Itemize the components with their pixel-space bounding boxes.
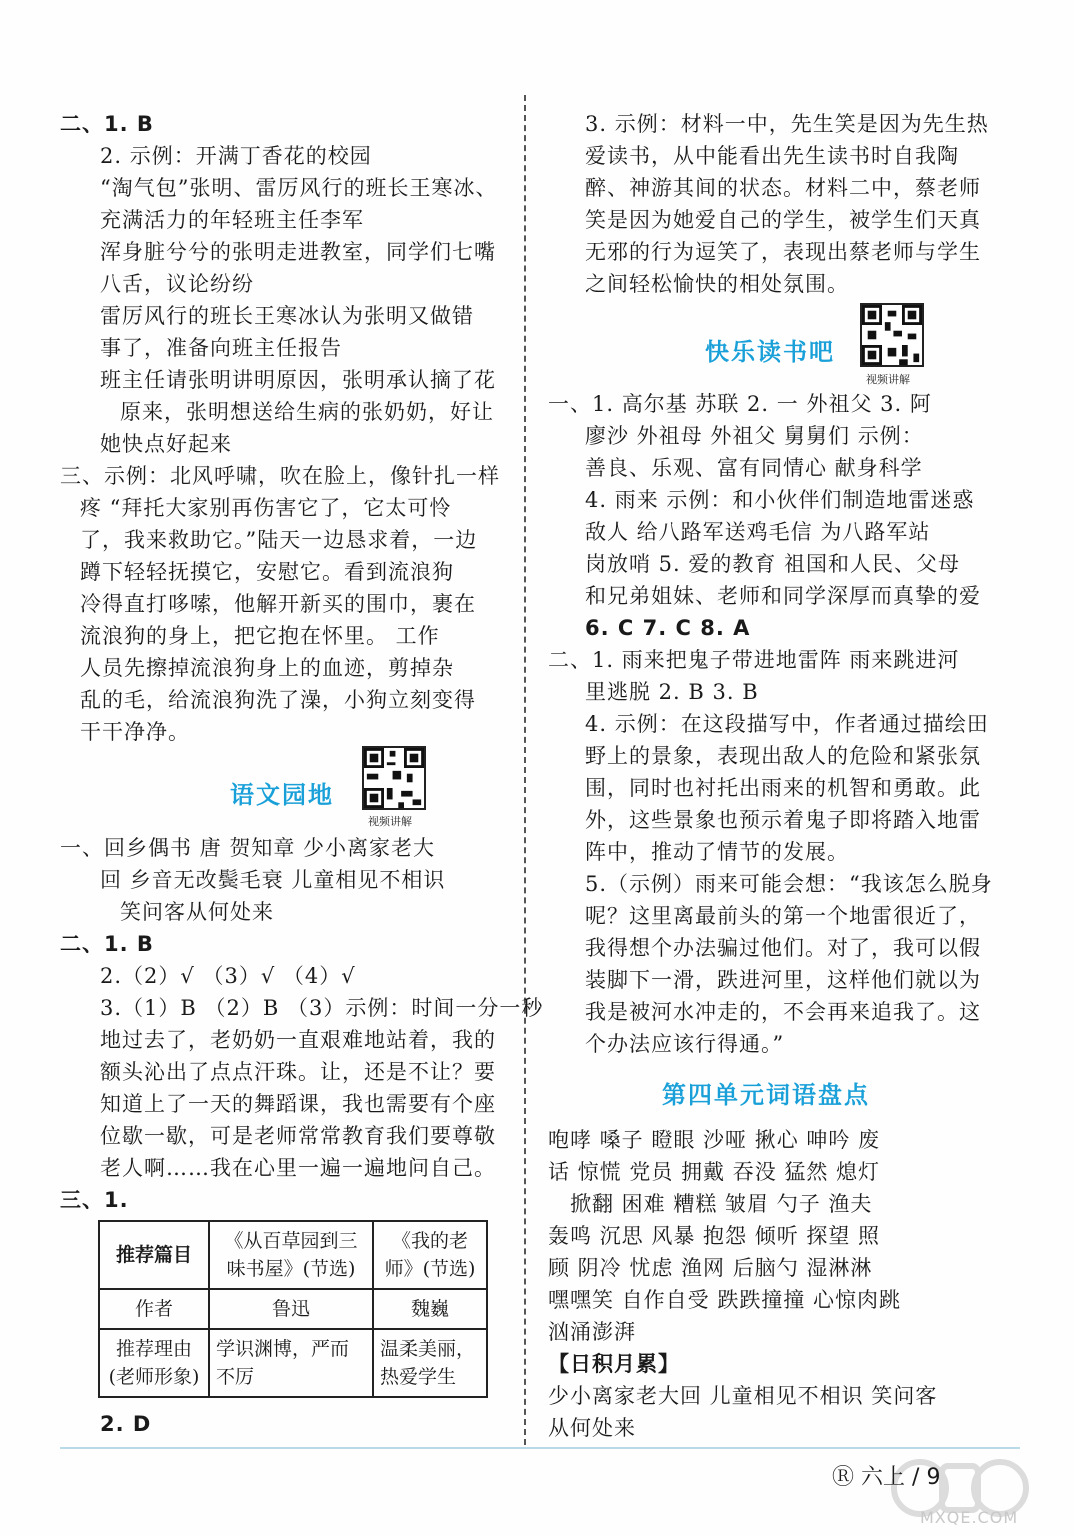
answer-line: “淘气包”张明、雷厉风行的班长王寒冰、	[100, 176, 498, 200]
answer-line: 笑是因为她爱自己的学生，被学生们天真	[585, 208, 981, 232]
answer-line: 二、1. 雨来把鬼子带进地雷阵 雨来跳进河	[548, 648, 960, 672]
table-cell: 作者	[99, 1289, 209, 1329]
word-line: 嘿嘿笑 自作自受 跌跌撞撞 心惊肉跳	[548, 1288, 902, 1312]
answer-line: 回 乡音无改鬓毛衰 儿童相见不相识	[100, 868, 446, 892]
answer-line: 之间轻松愉快的相处氛围。	[585, 272, 849, 296]
word-line: 掀翻 困难 糟糕 皱眉 勺子 渔夫	[570, 1192, 873, 1216]
answer-line: 一、回乡偶书 唐 贺知章 少小离家老大	[60, 836, 436, 860]
word-line: 汹涌澎湃	[548, 1320, 636, 1344]
answer-line: 人员先擦掉流浪狗身上的血迹，剪掉杂	[80, 656, 454, 680]
words-heading: 第四单元词语盘点	[662, 1081, 870, 1109]
answer-line: 事了，准备向班主任报告	[100, 336, 342, 360]
answer-line: 了，我来救助它。”陆天一边恳求着，一边	[80, 528, 478, 552]
answer-line: 无邪的行为逗笑了，表现出蔡老师与学生	[585, 240, 981, 264]
garden-heading: 语文园地	[230, 781, 334, 809]
answer-line: 流浪狗的身上，把它抱在怀里。 工作	[80, 624, 440, 648]
answer-line: 二、1. B	[60, 112, 154, 136]
answer-line: 乱的毛，给流浪狗洗了澡，小狗立刻变得	[80, 688, 476, 712]
qr-pattern	[862, 305, 922, 365]
word-line: 话 惊慌 党员 拥戴 吞没 猛然 熄灯	[548, 1160, 881, 1184]
answer-line: 我是被河水冲走的，不会再来追我了。这	[585, 1000, 981, 1024]
answer-line: 呢？这里离最前头的第一个地雷很近了，	[585, 904, 981, 928]
word-line: 咆哮 嗓子 瞪眼 沙哑 揪心 呻吟 废	[548, 1128, 881, 1152]
answer-line: 一、1. 高尔基 苏联 2. 一 外祖父 3. 阿	[548, 392, 932, 416]
accumulate-label: 【日积月累】	[548, 1352, 680, 1376]
column-divider	[524, 95, 526, 1445]
answer-line: 老人啊……我在心里一遍一遍地问自己。	[100, 1156, 496, 1180]
word-line: 顾 阴冷 忧虑 渔网 后脑勺 湿淋淋	[548, 1256, 873, 1280]
answer-line: 2.（2）√ （3）√ （4）√	[100, 964, 356, 988]
footer-rule	[60, 1447, 1020, 1449]
answer-line: 善良、乐观、富有同情心 献身科学	[585, 456, 923, 480]
answer-line: 位歇一歇，可是老师常常教育我们要尊敬	[100, 1124, 496, 1148]
answer-line: 3.（1）B （2）B （3）示例：时间一分一秒	[100, 996, 544, 1020]
footer-separator: /	[912, 1465, 920, 1490]
answer-line: 班主任请张明讲明原因，张明承认摘了花	[100, 368, 496, 392]
answer-line: 额头沁出了点点汗珠。让，还是不让？要	[100, 1060, 496, 1084]
answer-line: 装脚下一滑，跌进河里，这样他们就以为	[585, 968, 981, 992]
answer-line: 4. 示例：在这段描写中，作者通过描绘田	[585, 712, 989, 736]
answer-line: 地过去了，老奶奶一直艰难地站着，我的	[100, 1028, 496, 1052]
grade-label: 六上	[861, 1465, 906, 1490]
answer-line: 外，这些景象也预示着鬼子即将踏入地雷	[585, 808, 981, 832]
answer-line: 爱读书，从中能看出先生读书时自我陶	[585, 144, 959, 168]
table-row	[99, 1221, 487, 1289]
answer-line: 蹲下轻轻抚摸它，安慰它。看到流浪狗	[80, 560, 454, 584]
answer-line: 冷得直打哆嗦，他解开新买的围巾，裹在	[80, 592, 476, 616]
table-cell: 《从百草园到三味书屋》(节选)	[209, 1221, 373, 1289]
answer-line: 八舌，议论纷纷	[100, 272, 254, 296]
qr-code-icon[interactable]	[362, 746, 426, 810]
table-cell: 魏巍	[373, 1289, 487, 1329]
answer-line: 里逃脱 2. B 3. B	[585, 680, 759, 704]
answer-line: 二、1. B	[60, 932, 154, 956]
answer-line: 和兄弟姐妹、老师和同学深厚而真挚的爱	[585, 584, 981, 608]
reading-heading: 快乐读书吧	[705, 338, 835, 366]
answer-line: 6. C 7. C 8. A	[585, 616, 751, 640]
answer-line: 2. D	[100, 1412, 152, 1436]
qr-caption: 视频讲解	[866, 373, 910, 386]
answer-line: 敌人 给八路军送鸡毛信 为八路军站	[585, 520, 931, 544]
answer-line: 围，同时也衬托出雨来的机智和勇敢。此	[585, 776, 981, 800]
answer-line: 三、示例：北风呼啸，吹在脸上，像针扎一样	[60, 464, 500, 488]
answer-line: 干干净净。	[80, 720, 190, 744]
table-cell: 推荐篇目	[99, 1221, 209, 1289]
answer-line: 4. 雨来 示例：和小伙伴们制造地雷迷惑	[585, 488, 975, 512]
answer-line: 充满活力的年轻班主任李军	[100, 208, 364, 232]
recommendation-table	[98, 1220, 488, 1398]
answer-line: 3. 示例：材料一中，先生笑是因为先生热	[585, 112, 989, 136]
answer-line: 野上的景象，表现出敌人的危险和紧张氛	[585, 744, 981, 768]
table-cell: 学识渊博，严而不厉	[209, 1329, 373, 1397]
answer-line: 雷厉风行的班长王寒冰认为张明又做错	[100, 304, 474, 328]
word-line: 轰鸣 沉思 风暴 抱怨 倾听 探望 照	[548, 1224, 881, 1248]
answer-line: 醉、神游其间的状态。材料二中，蔡老师	[585, 176, 981, 200]
answer-line: 三、1.	[60, 1188, 129, 1212]
page-footer	[832, 1460, 940, 1491]
accumulate-line: 少小离家老大回 儿童相见不相识 笑问客	[548, 1384, 938, 1408]
accumulate-line: 从何处来	[548, 1416, 636, 1440]
answer-line: 阵中，推动了情节的发展。	[585, 840, 849, 864]
table-row	[99, 1289, 487, 1329]
answer-line: 知道上了一天的舞蹈课，我也需要有个座	[100, 1092, 496, 1116]
answer-line: 笑问客从何处来	[120, 900, 274, 924]
answer-line: 廖沙 外祖母 外祖父 舅舅们 示例：	[585, 424, 924, 448]
page-number: 9	[926, 1465, 941, 1490]
qr-caption: 视频讲解	[368, 815, 412, 828]
table-row	[99, 1329, 487, 1397]
answer-line: 个办法应该行得通。”	[585, 1032, 785, 1056]
table-cell: 鲁迅	[209, 1289, 373, 1329]
table-cell: 《我的老师》(节选)	[373, 1221, 487, 1289]
watermark-text: MXQE.COM	[920, 1508, 1019, 1527]
table-cell: 推荐理由(老师形象)	[99, 1329, 209, 1397]
answer-line: 疼 “拜托大家别再伤害它了，它太可怜	[80, 496, 452, 520]
qr-pattern	[364, 748, 424, 808]
table-cell: 温柔美丽，热爱学生	[373, 1329, 487, 1397]
answer-line: 她快点好起来	[100, 432, 232, 456]
answer-line: 浑身脏兮兮的张明走进教室，同学们七嘴	[100, 240, 496, 264]
answer-line: 岗放哨 5. 爱的教育 祖国和人民、父母	[585, 552, 961, 576]
answer-line: 原来，张明想送给生病的张奶奶，好让	[120, 400, 494, 424]
publisher-mark-icon: Ⓡ	[832, 1465, 855, 1490]
answer-line: 2. 示例：开满丁香花的校园	[100, 144, 372, 168]
answer-line: 5.（示例）雨来可能会想：“我该怎么脱身	[585, 872, 993, 896]
qr-code-icon[interactable]	[860, 303, 924, 367]
answer-line: 我得想个办法骗过他们。对了，我可以假	[585, 936, 981, 960]
